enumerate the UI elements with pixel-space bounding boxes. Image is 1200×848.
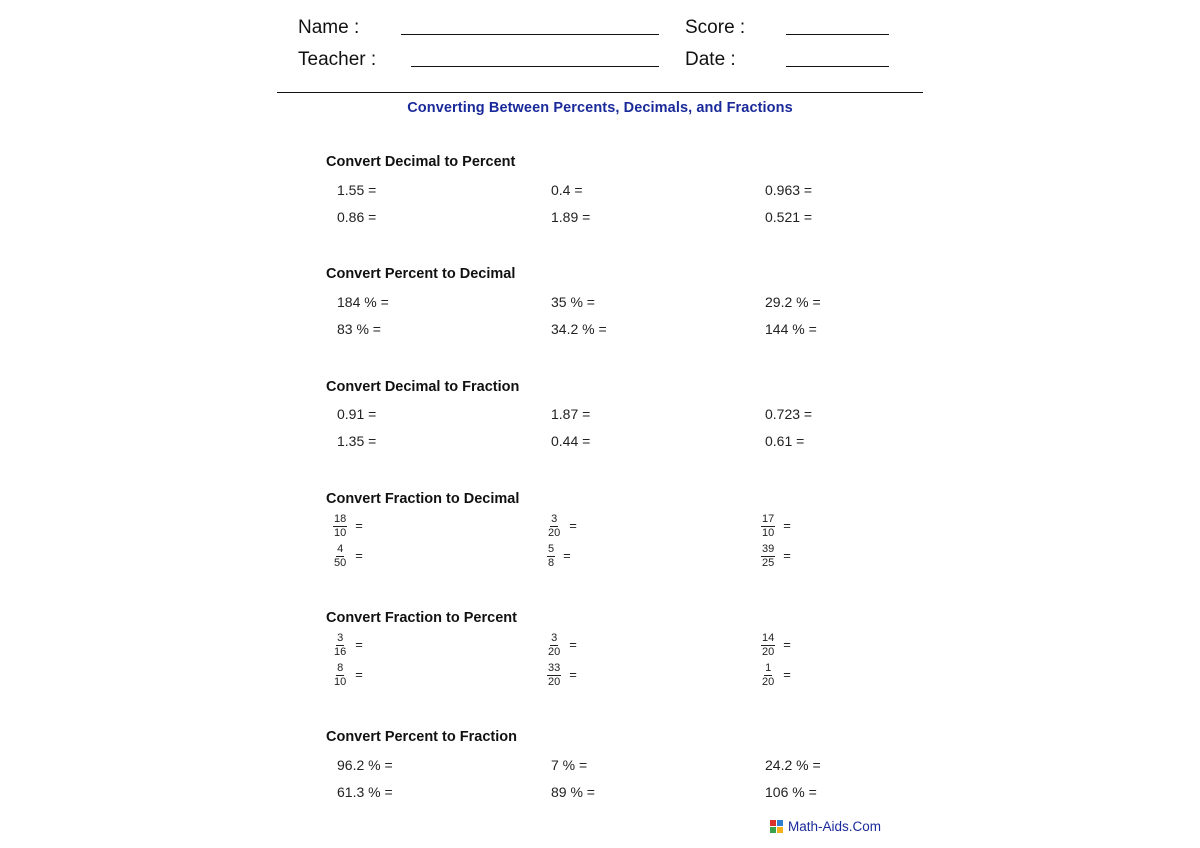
numerator: 3 bbox=[337, 632, 344, 644]
logo-tile bbox=[777, 827, 783, 833]
denominator: 20 bbox=[548, 676, 561, 688]
equals-sign: = bbox=[563, 548, 571, 563]
section-title: Convert Decimal to Fraction bbox=[326, 379, 520, 395]
fraction-problem bbox=[547, 514, 577, 539]
numerator: 1 bbox=[765, 662, 772, 674]
logo-tile bbox=[770, 820, 776, 826]
fraction-problem bbox=[761, 663, 791, 688]
logo-tile bbox=[770, 827, 776, 833]
numerator: 33 bbox=[548, 662, 561, 674]
equals-sign: = bbox=[355, 667, 363, 682]
fraction-problem bbox=[547, 633, 577, 658]
denominator: 20 bbox=[548, 527, 561, 539]
problem: 35 % = bbox=[551, 294, 595, 310]
problem: 83 % = bbox=[337, 321, 381, 337]
problem: 29.2 % = bbox=[765, 294, 821, 310]
fraction-problem bbox=[333, 514, 363, 539]
problem: 184 % = bbox=[337, 294, 389, 310]
math-aids-logo[interactable] bbox=[770, 819, 881, 834]
numerator: 8 bbox=[337, 662, 344, 674]
fraction-problem bbox=[333, 663, 363, 688]
equals-sign: = bbox=[355, 518, 363, 533]
numerator: 39 bbox=[762, 543, 775, 555]
name-field[interactable] bbox=[401, 34, 659, 35]
numerator: 18 bbox=[334, 513, 347, 525]
score-field[interactable] bbox=[786, 34, 889, 35]
problem: 1.35 = bbox=[337, 433, 377, 449]
logo-text: Math-Aids.Com bbox=[788, 819, 882, 834]
teacher-label: Teacher : bbox=[298, 49, 377, 70]
fraction-problem bbox=[761, 544, 791, 569]
fraction-problem bbox=[333, 633, 363, 658]
problem: 0.86 = bbox=[337, 209, 377, 225]
fraction-problem bbox=[761, 514, 791, 539]
problem: 0.963 = bbox=[765, 182, 813, 198]
equals-sign: = bbox=[783, 548, 791, 563]
problem: 24.2 % = bbox=[765, 757, 821, 773]
problem: 106 % = bbox=[765, 784, 817, 800]
section-title: Convert Fraction to Decimal bbox=[326, 491, 520, 507]
section-title: Convert Percent to Fraction bbox=[326, 729, 517, 745]
name-label: Name : bbox=[298, 17, 360, 38]
numerator: 3 bbox=[551, 513, 558, 525]
problem: 89 % = bbox=[551, 784, 595, 800]
problem: 1.87 = bbox=[551, 406, 591, 422]
denominator: 50 bbox=[334, 557, 347, 569]
section-title: Convert Percent to Decimal bbox=[326, 266, 516, 282]
logo-icon bbox=[770, 820, 783, 833]
fraction-problem bbox=[547, 544, 571, 569]
equals-sign: = bbox=[355, 548, 363, 563]
problem: 144 % = bbox=[765, 321, 817, 337]
problem: 61.3 % = bbox=[337, 784, 393, 800]
denominator: 25 bbox=[762, 557, 775, 569]
teacher-field[interactable] bbox=[411, 66, 659, 67]
numerator: 14 bbox=[762, 632, 775, 644]
problem: 0.4 = bbox=[551, 182, 583, 198]
equals-sign: = bbox=[783, 637, 791, 652]
equals-sign: = bbox=[569, 667, 577, 682]
numerator: 3 bbox=[551, 632, 558, 644]
denominator: 10 bbox=[334, 676, 347, 688]
denominator: 16 bbox=[334, 646, 347, 658]
denominator: 8 bbox=[548, 557, 555, 569]
denominator: 20 bbox=[762, 646, 775, 658]
problem: 96.2 % = bbox=[337, 757, 393, 773]
score-label: Score : bbox=[685, 17, 746, 38]
fraction-problem bbox=[547, 663, 577, 688]
section-title: Convert Fraction to Percent bbox=[326, 610, 517, 626]
logo-tile bbox=[777, 820, 783, 826]
denominator: 20 bbox=[548, 646, 561, 658]
problem: 0.44 = bbox=[551, 433, 591, 449]
header-divider bbox=[277, 92, 923, 93]
fraction-problem bbox=[761, 633, 791, 658]
problem: 1.55 = bbox=[337, 182, 377, 198]
denominator: 20 bbox=[762, 676, 775, 688]
equals-sign: = bbox=[783, 667, 791, 682]
problem: 34.2 % = bbox=[551, 321, 607, 337]
date-label: Date : bbox=[685, 49, 736, 70]
equals-sign: = bbox=[569, 518, 577, 533]
equals-sign: = bbox=[355, 637, 363, 652]
equals-sign: = bbox=[783, 518, 791, 533]
problem: 0.91 = bbox=[337, 406, 377, 422]
numerator: 17 bbox=[762, 513, 775, 525]
numerator: 5 bbox=[548, 543, 555, 555]
fraction-problem bbox=[333, 544, 363, 569]
problem: 1.89 = bbox=[551, 209, 591, 225]
numerator: 4 bbox=[337, 543, 344, 555]
equals-sign: = bbox=[569, 637, 577, 652]
section-title: Convert Decimal to Percent bbox=[326, 154, 516, 170]
denominator: 10 bbox=[334, 527, 347, 539]
problem: 0.61 = bbox=[765, 433, 805, 449]
problem: 0.521 = bbox=[765, 209, 813, 225]
denominator: 10 bbox=[762, 527, 775, 539]
problem: 0.723 = bbox=[765, 406, 813, 422]
date-field[interactable] bbox=[786, 66, 889, 67]
problem: 7 % = bbox=[551, 757, 588, 773]
worksheet-title: Converting Between Percents, Decimals, and Fractions bbox=[407, 100, 793, 116]
